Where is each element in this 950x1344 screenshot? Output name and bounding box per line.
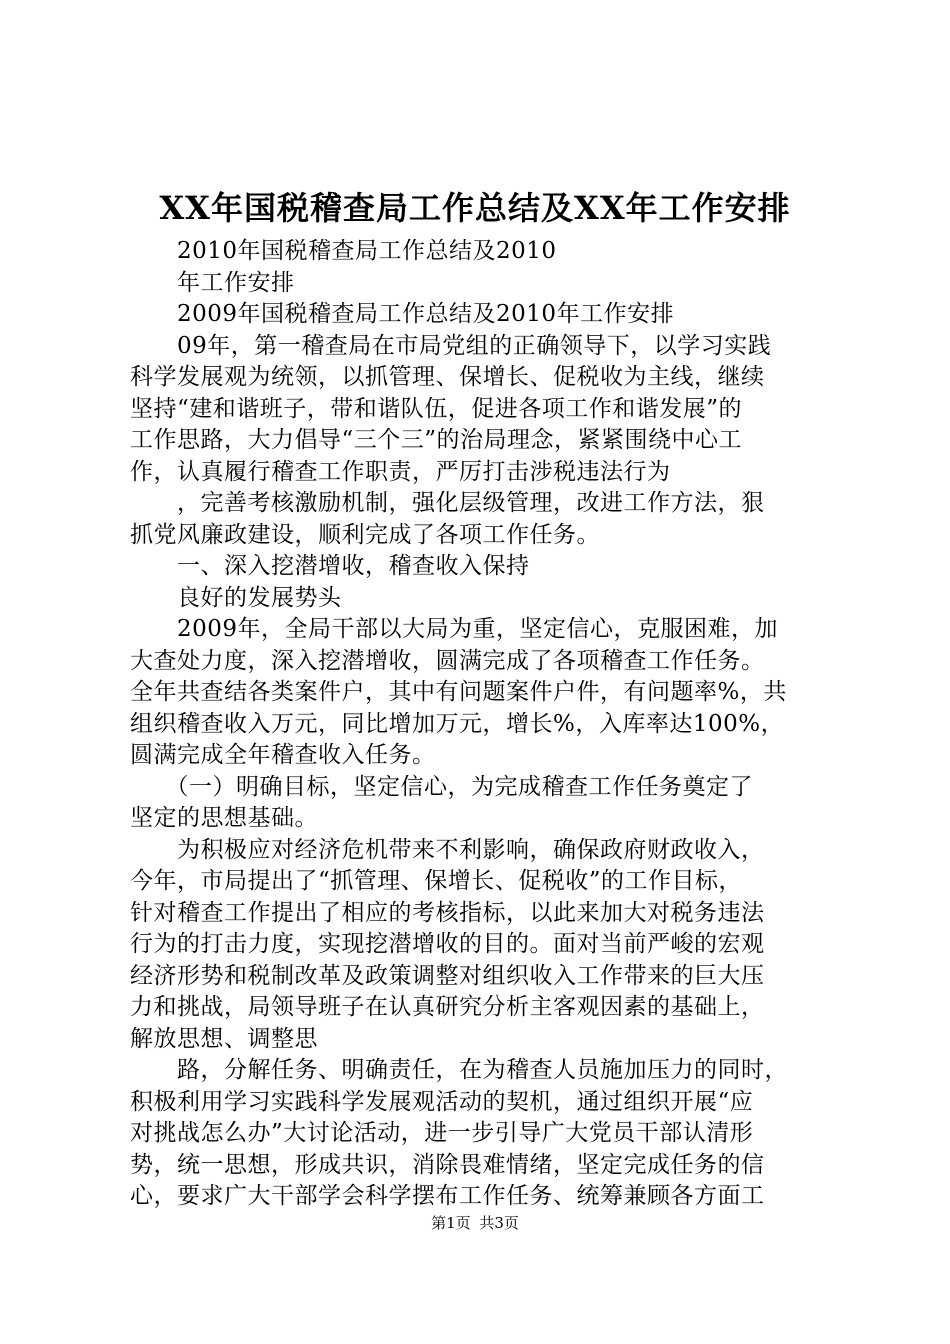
body-line: 经济形势和税制改革及政策调整对组织收入工作带来的巨大压 (130, 962, 765, 989)
body-line: 2009年国税稽查局工作总结及2010年工作安排 (130, 301, 675, 327)
body-line: 行为的打击力度，实现挖潜增收的目的。面对当前严峻的宏观 (130, 931, 765, 957)
body-line: ，完善考核激励机制，强化层级管理，改进工作方法，狠 (130, 490, 765, 516)
body-line: 坚持“建和谐班子，带和谐队伍，促进各项工作和谐发展”的 (130, 395, 743, 422)
page-number: 第1页 (431, 1214, 471, 1232)
body-line: 年工作安排 (130, 269, 295, 296)
body-line: 圆满完成全年稽查收入任务。 (130, 742, 436, 768)
body-line: 良好的发展势头 (130, 584, 342, 611)
body-line: 解放思想、调整思 (130, 1025, 318, 1052)
body-line: 09年，第一稽查局在市局党组的正确领导下，以学习实践 (130, 332, 772, 359)
body-line: 作，认真履行稽查工作职责，严厉打击涉税违法行为 (130, 458, 671, 485)
body-line: 今年，市局提出了“抓管理、保增长、促税收”的工作目标， (130, 868, 743, 894)
body-line: 抓党风廉政建设，顺利完成了各项工作任务。 (130, 521, 600, 548)
document-title: XX年国税稽查局工作总结及XX年工作安排 (159, 189, 791, 227)
body-line: （一）明确目标，坚定信心，为完成稽查工作任务奠定了 (130, 773, 753, 800)
body-line: 对挑战怎么办”大讨论活动，进一步引导广大党员干部认清形 (130, 1120, 754, 1146)
body-line: 2010年国税稽查局工作总结及2010 (130, 238, 557, 264)
body-line: 针对稽查工作提出了相应的考核指标，以此来加大对税务违法 (130, 899, 765, 926)
page-footer (0, 1213, 950, 1233)
body-line: 2009年，全局干部以大局为重，坚定信心，克服困难，加 (130, 616, 779, 642)
body-line: 势，统一思想，形成共识，消除畏难情绪，坚定完成任务的信 (130, 1151, 765, 1178)
body-line: 路，分解任务、明确责任，在为稽查人员施加压力的同时， (130, 1057, 788, 1083)
body-line: 大查处力度，深入挖潜增收，圆满完成了各项稽查工作任务。 (130, 647, 765, 674)
body-line: 全年共查结各类案件户，其中有问题案件户件，有问题率%，共 (130, 679, 787, 705)
page-total: 共3页 (479, 1214, 519, 1232)
document-body (130, 236, 830, 1213)
body-line: 坚定的思想基础。 (130, 805, 318, 831)
body-line: 积极利用学习实践科学发展观活动的契机，通过组织开展“应 (130, 1088, 754, 1115)
body-line: 工作思路，大力倡导“三个三”的治局理念，紧紧围绕中心工 (130, 427, 743, 453)
body-line: 力和挑战，局领导班子在认真研究分析主客观因素的基础上， (130, 994, 765, 1020)
body-line: 为积极应对经济危机带来不利影响，确保政府财政收入， (130, 836, 765, 863)
body-line: 组织稽查收入万元，同比增加万元，增长%，入库率达100%， (130, 710, 785, 737)
body-line: 一、深入挖潜增收，稽查收入保持 (130, 553, 530, 579)
body-line: 心，要求广大干部学会科学摆布工作任务、统筹兼顾各方面工 (130, 1183, 765, 1209)
body-line: 科学发展观为统领，以抓管理、保增长、促税收为主线，继续 (130, 364, 765, 390)
